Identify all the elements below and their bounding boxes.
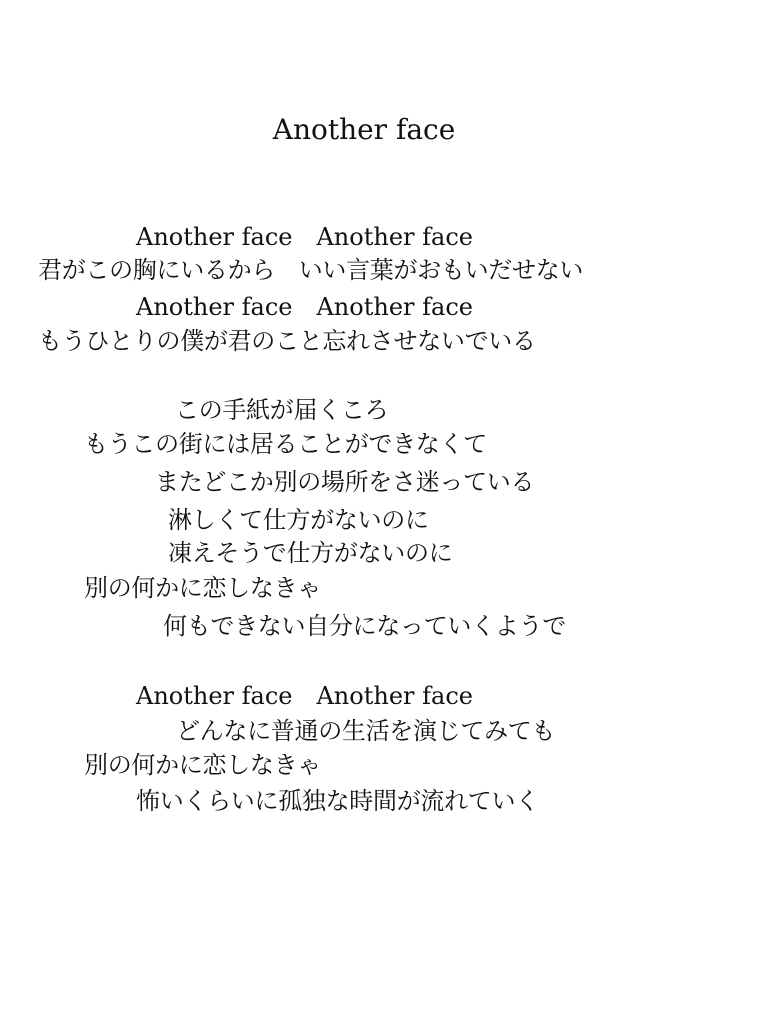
lyric-line: Another face Another face [136, 223, 473, 251]
lyric-line: もうこの街には居ることができなくて [84, 430, 487, 458]
page-title: Another face [272, 113, 456, 146]
lyric-line: 別の何かに恋しなきゃ [84, 751, 321, 779]
lyric-line: 君がこの胸にいるから いい言葉がおもいだせない [38, 256, 584, 284]
lyric-line: この手紙が届くころ [175, 396, 389, 424]
lyric-line: 凍えそうで仕方がないのに [168, 539, 453, 567]
lyric-line: 何もできない自分になっていくようで [163, 612, 566, 640]
lyric-line: またどこか別の場所をさ迷っている [155, 468, 535, 496]
lyric-line: 淋しくて仕方がないのに [168, 506, 429, 534]
lyric-line: Another face Another face [136, 682, 473, 710]
lyric-line: 怖いくらいに孤独な時間が流れていく [136, 787, 539, 815]
lyric-line: どんなに普通の生活を演じてみても [176, 717, 556, 745]
lyric-line: 別の何かに恋しなきゃ [84, 574, 321, 602]
lyric-line: もうひとりの僕が君のこと忘れさせないでいる [38, 327, 536, 355]
lyric-line: Another face Another face [136, 293, 473, 321]
